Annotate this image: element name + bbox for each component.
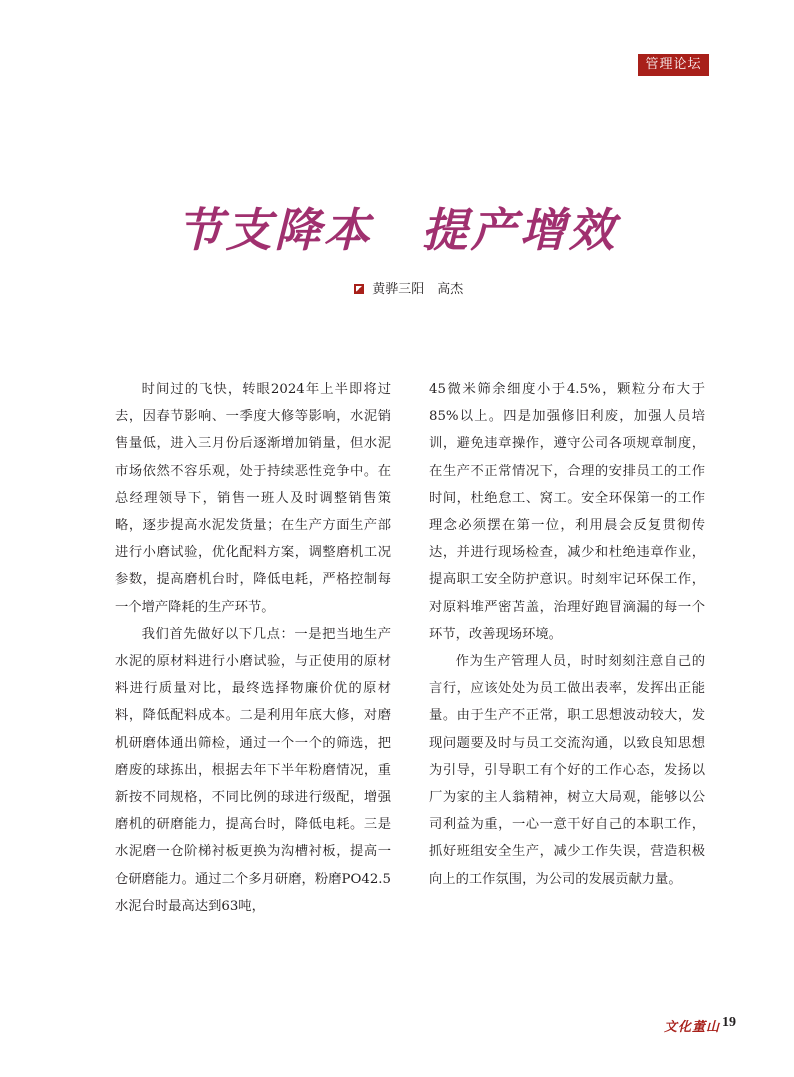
byline bbox=[346, 260, 464, 297]
paragraph: 我们首先做好以下几点：一是把当地生产水泥的原材料进行小磨试验，与正使用的原材料进行质量对比，最终选择物廉价优的原材料，降低配料成本。二是利用年底大修，对磨机研磨体通出筛检，通过一个一个的筛选，把磨废的球拣出，根据去年下半年粉磨情况，重新按不同规格，不同比例的球进行级配，增强磨机的研磨能力，提高台时，降低电耗。三是水泥磨一仓阶梯衬板更换为沟槽衬板，提高一仓研磨能力。通过二个多月研磨，粉磨PO42.5水泥台时最高达到63吨， bbox=[115, 626, 391, 914]
article-title: 节支降本 提产增效 bbox=[176, 203, 618, 257]
paragraph: 时间过的飞快，转眼2024年上半即将过去，因春节影响、一季度大修等影响，水泥销售量低，进入三月份后逐渐增加销量，但水泥市场依然不容乐观，处于持续恶性竞争中。在总经理领导下，销售一班人及时调整销售策略，逐步提高水泥发货量；在生产方面生产部进行小磨试验，优化配料方案，调整磨机工况参数，提高磨机台时，降低电耗，严格控制每一个增产降耗的生产环节。 bbox=[115, 382, 391, 615]
magazine-logo: 文化董山 bbox=[664, 1020, 721, 1035]
right-column bbox=[429, 376, 705, 893]
page-number: 19 bbox=[722, 1015, 736, 1030]
author-names: 黄骅三阳 高杰 bbox=[372, 282, 464, 297]
left-column bbox=[115, 376, 391, 920]
square-bullet-icon bbox=[354, 284, 364, 294]
paragraph: 45微米筛余细度小于4.5%，颗粒分布大于85%以上。四是加强修旧利废，加强人员培训，避免违章操作，遵守公司各项规章制度，在生产不正常情况下，合理的安排员工的工作时间，杜绝怠工、窝工。安全环保第一的工作理念必须摆在第一位，利用晨会反复贯彻传达，并进行现场检查，减少和杜绝违章作业，提高职工安全防护意识。时刻牢记环保工作，对原料堆严密苫盖，治理好跑冒滴漏的每一个环节，改善现场环境。 bbox=[429, 382, 705, 642]
paragraph: 作为生产管理人员，时时刻刻注意自己的言行，应该处处为员工做出表率，发挥出正能量。由于生产不正常，职工思想波动较大，发现问题要及时与员工交流沟通，以致良知思想为引导，引导职工有个好的工作心态，发扬以厂为家的主人翁精神，树立大局观，能够以公司利益为重，一心一意干好自己的本职工作，抓好班组安全生产，减少工作失误，营造积极向上的工作氛围，为公司的发展贡献力量。 bbox=[429, 654, 705, 887]
section-tag: 管理论坛 bbox=[638, 54, 709, 76]
